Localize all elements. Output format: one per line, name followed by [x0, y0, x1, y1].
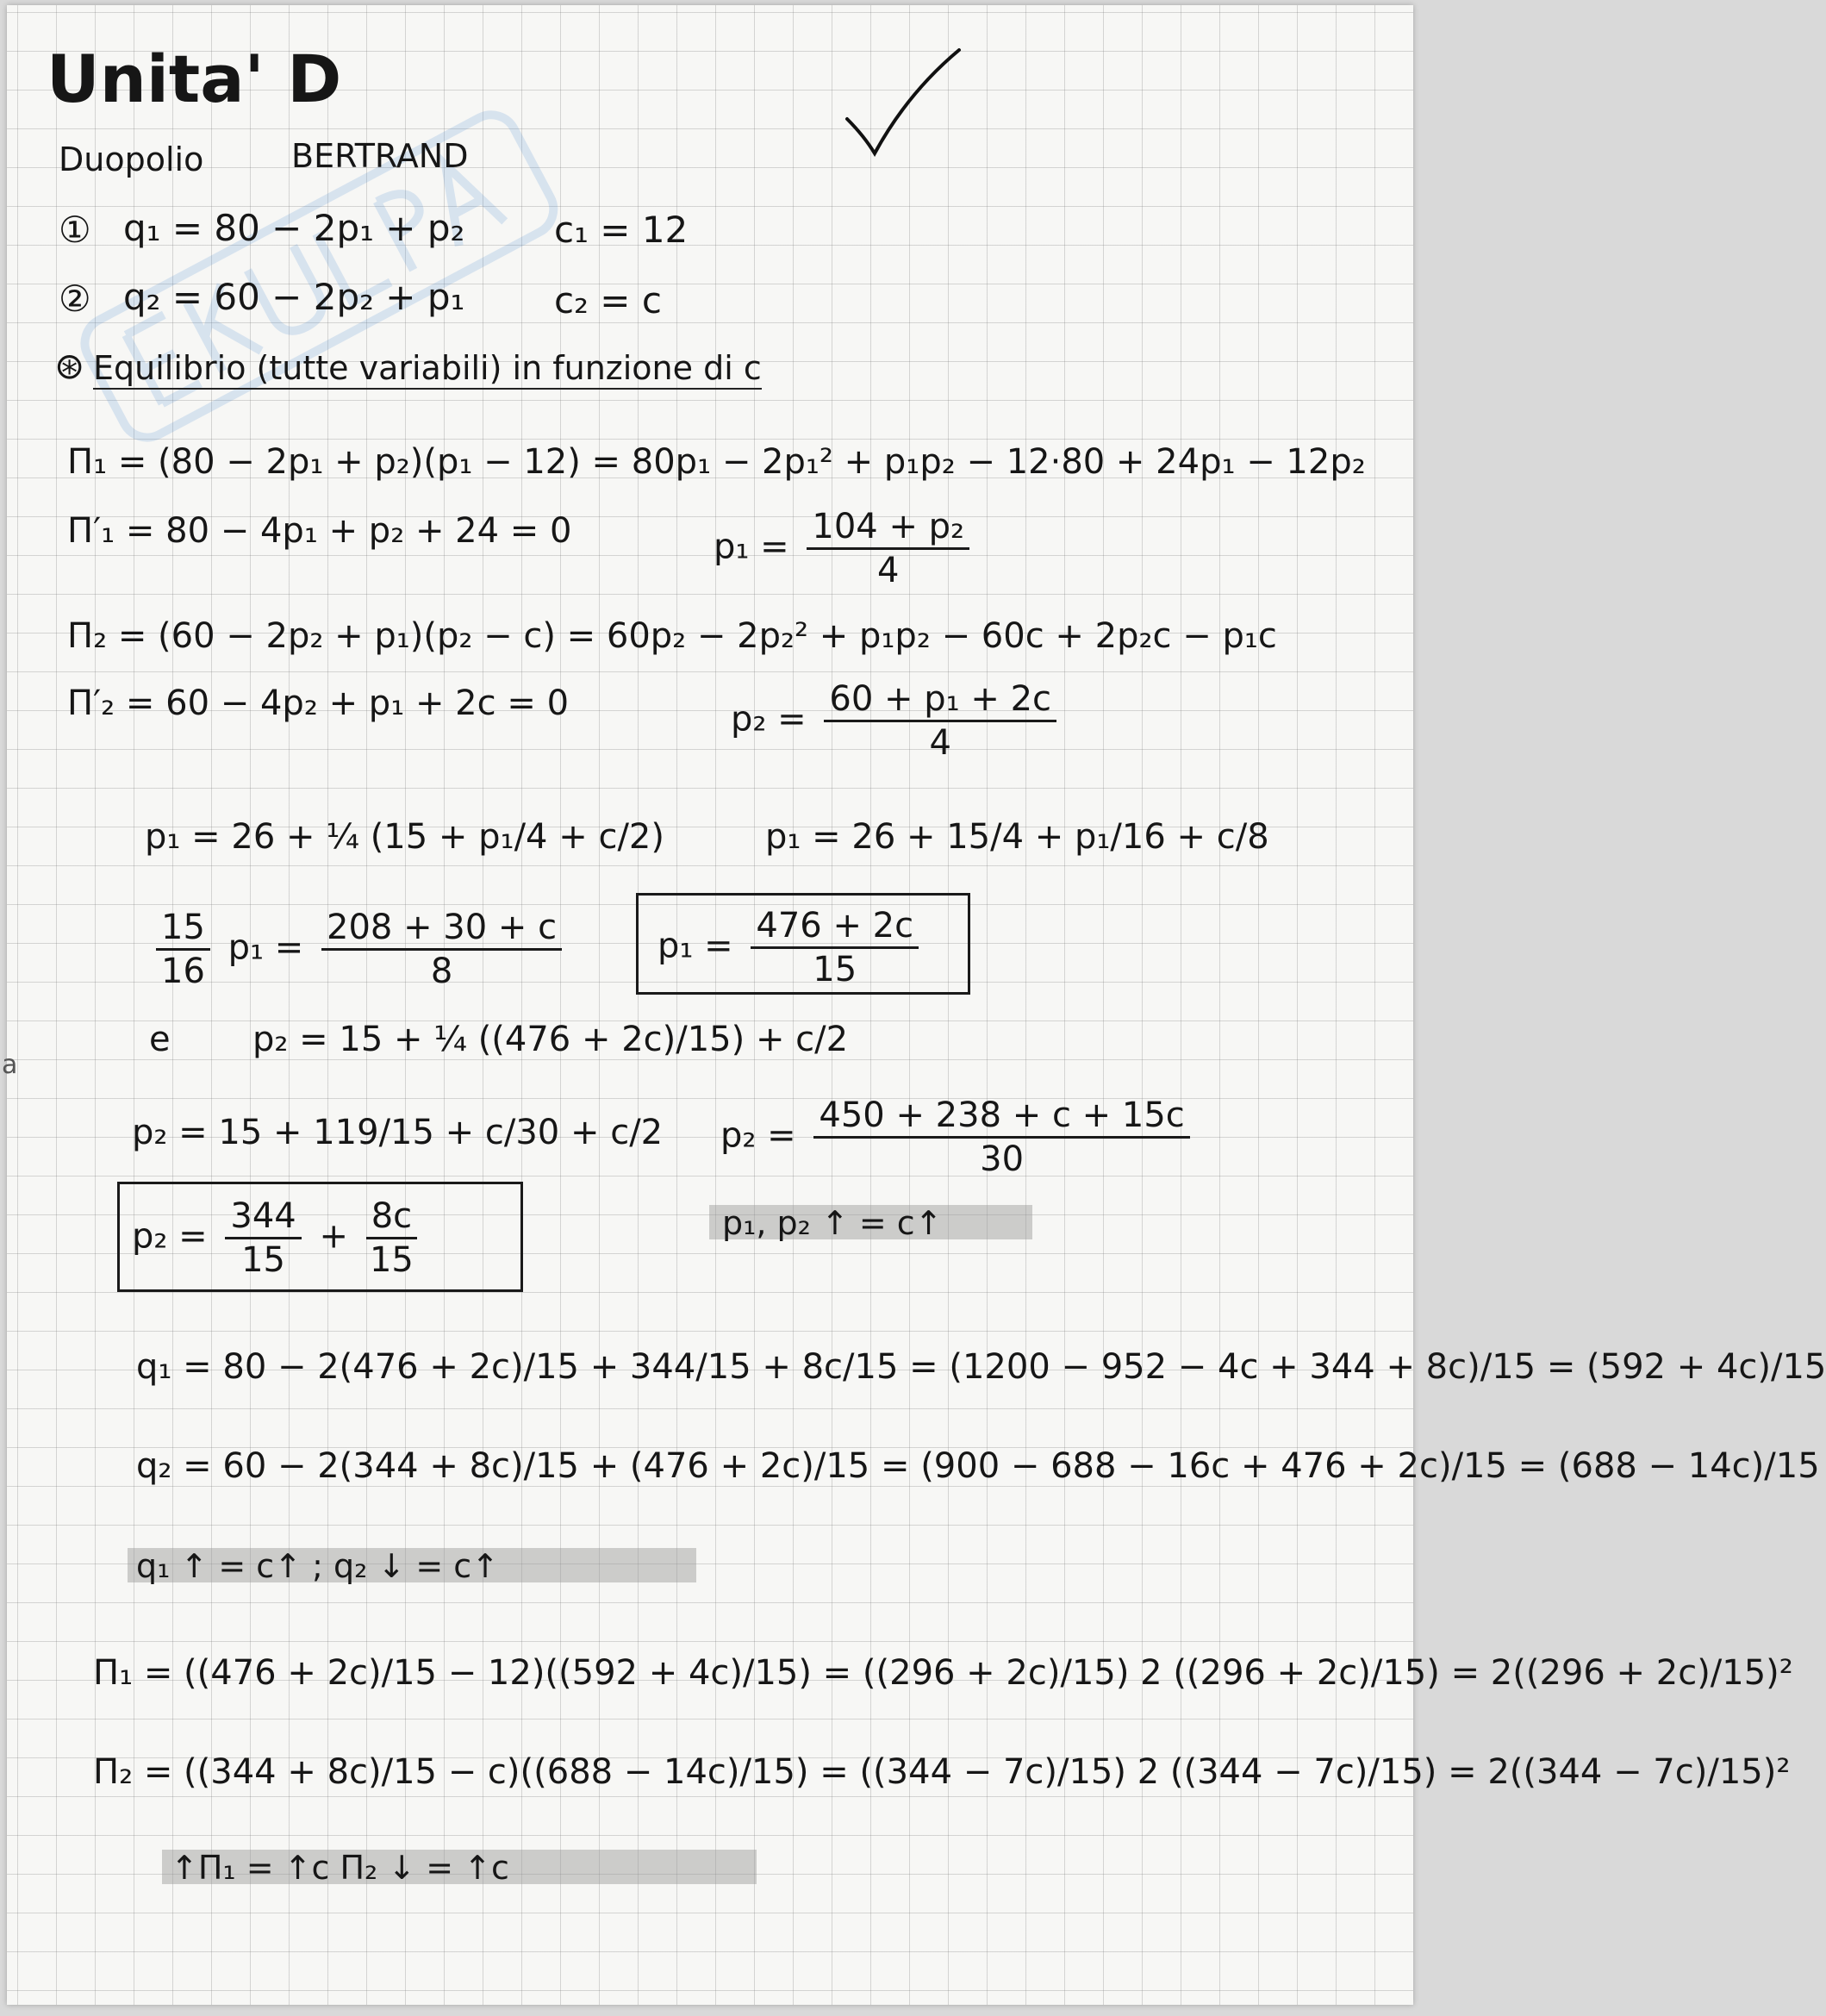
cost-eq-2: c₂ = c [554, 279, 662, 321]
p2-comb-denominator: 30 [980, 1139, 1025, 1179]
p2-comb-fraction [813, 1095, 1189, 1179]
best-response-1 [714, 509, 976, 588]
foc-firm-1: Π′₁ = 80 − 4p₁ + p₂ + 24 = 0 [67, 511, 572, 551]
rhs-numerator: 208 + 30 + c [321, 910, 562, 951]
profit-result-2: Π₂ = ((344 + 8c)/15 − c)((688 − 14c)/15) = ((344 − 7c)/15) 2 ((344 − 7c)/15) = 2((344 − 7c)/15)² [93, 1752, 1791, 1792]
subtitle-duopolio: Duopolio [59, 140, 204, 178]
checkmark-icon [838, 41, 968, 171]
demand-eq-1: q₁ = 80 − 2p₁ + p₂ [123, 207, 465, 249]
margin-mark: a [2, 1050, 18, 1080]
note-quantities: q₁ ↑ = c↑ ; q₂ ↓ = c↑ [136, 1547, 499, 1585]
rhs-fraction [321, 910, 562, 989]
profit-firm-1: Π₁ = (80 − 2p₁ + p₂)(p₁ − 12) = 80p₁ − 2p₁² + p₁p₂ − 12·80 + 24p₁ − 12p₂ [67, 442, 1366, 482]
p2-line: p₂ = 15 + 119/15 + c/30 + c/2 [132, 1113, 664, 1152]
p1-fraction [751, 908, 919, 987]
foc-firm-2: Π′₂ = 60 − 4p₂ + p₁ + 2c = 0 [67, 683, 570, 723]
p2-substitution: p₂ = 15 + ¼ ((476 + 2c)/15) + c/2 [252, 1020, 849, 1059]
profit-result-1: Π₁ = ((476 + 2c)/15 − 12)((592 + 4c)/15) = ((296 + 2c)/15) 2 ((296 + 2c)/15) = 2((296 + 2c)/15)² [93, 1653, 1793, 1693]
p2-a-fraction [225, 1196, 301, 1280]
rhs-denominator: 8 [430, 952, 453, 991]
p2-lhs: p₂ = [132, 1216, 208, 1257]
solve-p1-step [149, 910, 569, 989]
eq1-label: ① [59, 209, 91, 251]
br1-fraction [807, 509, 969, 588]
note-prices: p₁, p₂ ↑ = c↑ [722, 1204, 943, 1242]
substitution-2: p₁ = 26 + 15/4 + p₁/16 + c/8 [765, 817, 1269, 857]
br2-lhs: p₂ = [731, 699, 807, 740]
quantity-1: q₁ = 80 − 2(476 + 2c)/15 + 344/15 + 8c/15 = (1200 − 952 − 4c + 344 + 8c)/15 = (592 + 4c)/15 [136, 1347, 1826, 1387]
p2-a-denominator: 15 [241, 1240, 285, 1280]
lhs-numerator: 15 [156, 910, 210, 951]
best-response-2 [731, 679, 1063, 763]
p2-plus: + [319, 1216, 348, 1257]
br1-denominator: 4 [877, 551, 900, 590]
br1-numerator: 104 + p₂ [807, 509, 969, 550]
substitution-1: p₁ = 26 + ¼ (15 + p₁/4 + c/2) [145, 817, 664, 857]
p2-a-numerator: 344 [225, 1199, 301, 1239]
br2-numerator: 60 + p₁ + 2c [824, 682, 1056, 722]
p2-comb-numerator: 450 + 238 + c + 15c [813, 1098, 1189, 1139]
p2-b-numerator: 8c [366, 1199, 417, 1239]
subtitle-bertrand: BERTRAND [291, 137, 469, 175]
lhs-denominator: 16 [161, 952, 205, 991]
quantity-2: q₂ = 60 − 2(344 + 8c)/15 + (476 + 2c)/15 = (900 − 688 − 16c + 476 + 2c)/15 = (688 − 14c)/15 [136, 1446, 1820, 1486]
p2-b-denominator: 15 [369, 1240, 414, 1280]
p2-comb-lhs: p₂ = [720, 1115, 796, 1156]
profit-firm-2: Π₂ = (60 − 2p₂ + p₁)(p₂ − c) = 60p₂ − 2p₂² + p₁p₂ − 60c + 2p₂c − p₁c [67, 616, 1277, 656]
page-title: Unita' D [47, 41, 342, 117]
lhs-fraction [156, 910, 210, 989]
p1-denominator: 15 [813, 950, 857, 989]
p1-result [657, 908, 925, 987]
cost-eq-1: c₁ = 12 [554, 209, 689, 251]
notebook-page [7, 5, 1826, 2005]
star-label: ⊛ [54, 345, 85, 387]
p1-numerator: 476 + 2c [751, 908, 919, 949]
task-statement: Equilibrio (tutte variabili) in funzione di c [93, 352, 762, 390]
br2-denominator: 4 [929, 723, 951, 763]
p2-b-fraction [366, 1196, 417, 1280]
lhs-var: p₁ = [227, 927, 304, 968]
p2-combined [720, 1095, 1197, 1179]
demand-eq-2: q₂ = 60 − 2p₂ + p₁ [123, 276, 465, 318]
eq2-label: ② [59, 278, 91, 320]
e-label: e [149, 1020, 171, 1059]
br2-fraction [824, 679, 1056, 763]
p1-lhs: p₁ = [657, 926, 733, 966]
p2-result [132, 1196, 424, 1280]
br1-lhs: p₁ = [714, 527, 789, 567]
note-profits: ↑Π₁ = ↑c Π₂ ↓ = ↑c [171, 1849, 509, 1887]
